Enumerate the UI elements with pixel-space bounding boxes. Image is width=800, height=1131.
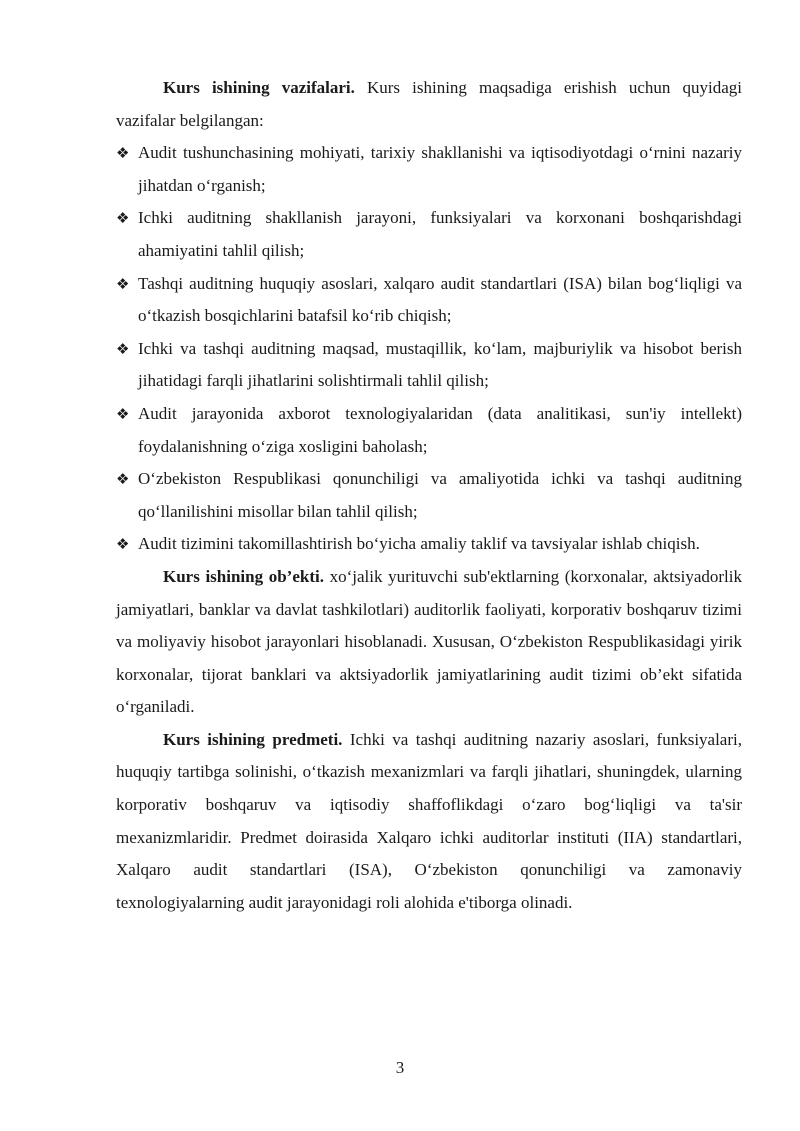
list-item bbox=[116, 333, 742, 398]
diamond-bullet-icon: ❖ bbox=[116, 470, 130, 489]
task-item-text: Audit tushunchasining mohiyati, tarixiy shakllanishi va iqtisodiyotdagi o‘rnini nazariy jihatdan o‘rganish; bbox=[138, 143, 742, 195]
diamond-bullet-icon: ❖ bbox=[116, 404, 130, 423]
list-item bbox=[116, 268, 742, 333]
page-number: 3 bbox=[395, 1058, 405, 1077]
list-item bbox=[116, 398, 742, 463]
tasks-intro-text: Kurs ishining maqsadiga erishish uchun quyidagi vazifalar belgilangan: bbox=[116, 78, 742, 130]
list-item bbox=[116, 202, 742, 267]
diamond-bullet-icon: ❖ bbox=[116, 274, 130, 293]
document-page bbox=[116, 72, 742, 919]
object-text: xo‘jalik yurituvchi sub'ektlarning (korxonalar, aktsiyadorlik jamiyatlari, banklar va davlat tashkilotlari) auditorlik faoliyati, korporativ boshqaruv tizimi va moliyaviy hisobot jarayonlari hisoblanadi. Xususan, O‘zbekiston Respublikasidagi yirik korxonalar, tijorat banklari va aktsiyadorlik jamiyatlarining audit tizimi ob’ekt sifatida o‘rganiladi. bbox=[116, 566, 742, 717]
diamond-bullet-icon: ❖ bbox=[116, 535, 130, 554]
task-item-text: Ichki va tashqi auditning maqsad, mustaqillik, ko‘lam, majburiylik va hisobot berish jihatidagi farqli jihatlarini solishtirmali tahlil qilish; bbox=[138, 338, 742, 391]
task-item-text: Audit jarayonida axborot texnologiyalaridan (data analitikasi, sun'iy intellekt) foydalanishning o‘ziga xosligini baholash; bbox=[138, 403, 742, 456]
task-item-text: O‘zbekiston Respublikasi qonunchiligi va amaliyotida ichki va tashqi auditning qo‘llanilishini misollar bilan tahlil qilish; bbox=[138, 469, 742, 521]
subject-paragraph bbox=[116, 724, 742, 920]
list-item bbox=[116, 528, 742, 561]
task-item-text: Ichki auditning shakllanish jarayoni, funksiyalari va korxonani boshqarishdagi ahamiyatini tahlil qilish; bbox=[138, 208, 742, 260]
diamond-bullet-icon: ❖ bbox=[116, 209, 130, 228]
object-paragraph bbox=[116, 561, 742, 724]
task-item-text: Tashqi auditning huquqiy asoslari, xalqaro audit standartlari (ISA) bilan bog‘liqligi va o‘tkazish bosqichlarini batafsil ko‘rib chiqish; bbox=[138, 273, 742, 326]
tasks-intro-paragraph bbox=[116, 72, 742, 137]
task-item-text: Audit tizimini takomillashtirish bo‘yicha amaliy taklif va tavsiyalar ishlab chiqish. bbox=[138, 534, 700, 554]
object-heading: Kurs ishining ob’ekti. bbox=[163, 566, 324, 586]
diamond-bullet-icon: ❖ bbox=[116, 339, 130, 358]
list-item bbox=[116, 137, 742, 202]
tasks-heading: Kurs ishining vazifalari. bbox=[163, 78, 355, 97]
list-item bbox=[116, 463, 742, 528]
tasks-list bbox=[116, 137, 742, 561]
subject-text: Ichki va tashqi auditning nazariy asoslari, funksiyalari, huquqiy tartibga solinishi, o‘tkazish mexanizmlari va farqli jihatlari, shuningdek, ularning korporativ boshqaruv va iqtisodiy shaffoflikdagi o‘zaro bog‘liqligi va ta'sir mexanizmlaridir. Predmet doirasida Xalqaro ichki auditorlar instituti (IIA) standartlari, Xalqaro audit standartlari (ISA), O‘zbekiston qonunchiligi va zamonaviy texnologiyalarning audit jarayonidagi roli alohida e'tiborga olinadi. bbox=[116, 729, 742, 912]
diamond-bullet-icon: ❖ bbox=[116, 144, 130, 163]
subject-heading: Kurs ishining predmeti. bbox=[163, 729, 343, 749]
